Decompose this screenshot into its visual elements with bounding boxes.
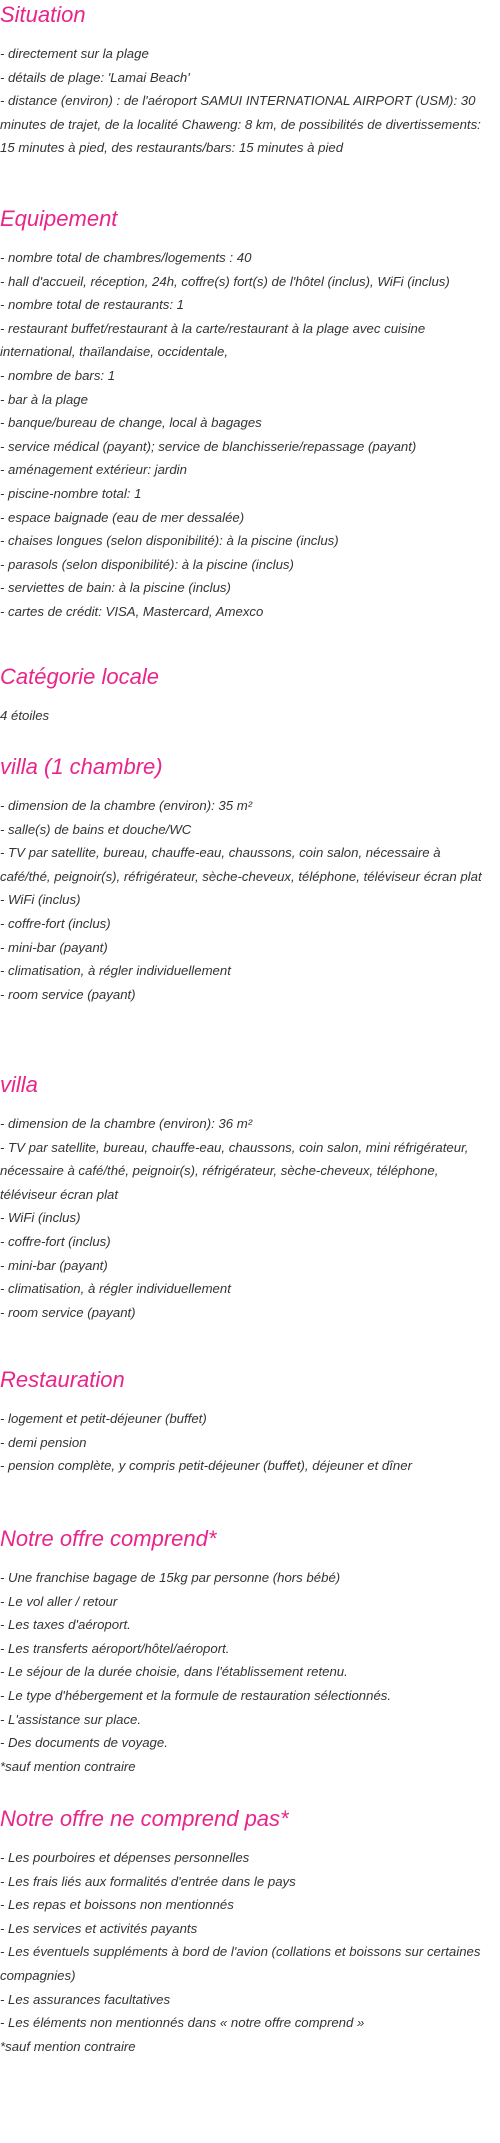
list-item: - serviettes de bain: à la piscine (inclus) <box>0 580 231 596</box>
list-item: - Des documents de voyage. <box>0 1735 168 1751</box>
list-item: - restaurant buffet/restaurant à la carte/restaurant à la plage avec cuisine international, thaïlandaise, occidentale, <box>0 320 426 360</box>
list-item: - Les repas et boissons non mentionnés <box>0 1897 234 1913</box>
list-item: - Les éventuels suppléments à bord de l'avion (collations et boissons sur certaines compagnies) <box>0 1944 481 1983</box>
list-item: - nombre total de chambres/logements : 40 <box>0 250 252 265</box>
list-item: - Le type d'hébergement et la formule de restauration sélectionnés. <box>0 1687 392 1703</box>
list-item: - pension complète, y compris petit-déjeuner (buffet), déjeuner et dîner <box>0 1458 412 1474</box>
list-item: - dimension de la chambre (environ): 36 m² <box>0 1116 253 1131</box>
list-item: - Le vol aller / retour <box>0 1593 118 1609</box>
list-item: - demi pension <box>0 1434 87 1450</box>
list-item: - TV par satellite, bureau, chauffe-eau, chaussons, coin salon, mini réfrigérateur, nécessaire à café/thé, peignoir(s), réfrigérateur, sèche-cheveux, téléphone, téléviseur écran plat <box>0 1139 469 1202</box>
section-body <box>0 794 485 1006</box>
list-item: - Les frais liés aux formalités d'entrée dans le pays <box>0 1873 296 1889</box>
list-item: - WiFi (inclus) <box>0 1210 81 1226</box>
list-item: - WiFi (inclus) <box>0 892 81 908</box>
section-villa <box>0 1070 485 1324</box>
section-title: Situation <box>0 2 86 27</box>
list-item: - nombre total de restaurants: 1 <box>0 297 184 313</box>
list-item: - distance (environ) : de l'aéroport SAMUI INTERNATIONAL AIRPORT (USM): 30 minutes de trajet, de la localité Chaweng: 8 km, de possibilités de divertissements: 15 minutes à pied, des restaurants/bars: 15 minutes à pied <box>0 93 481 156</box>
section-body <box>0 1112 485 1324</box>
section-categorie-locale <box>0 662 485 728</box>
list-item: - piscine-nombre total: 1 <box>0 485 142 501</box>
list-item: - L'assistance sur place. <box>0 1711 142 1727</box>
list-item: - hall d'accueil, réception, 24h, coffre(s) fort(s) de l'hôtel (inclus), WiFi (inclus) <box>0 273 450 289</box>
section-body <box>0 42 485 160</box>
list-item: - détails de plage: 'Lamai Beach' <box>0 69 190 85</box>
section-title: Notre offre comprend* <box>0 1526 217 1551</box>
section-villa-1-chambre <box>0 752 485 1006</box>
list-item: - coffre-fort (inclus) <box>0 915 111 931</box>
footnote: *sauf mention contraire <box>0 2038 136 2054</box>
section-body <box>0 1407 485 1478</box>
list-item: - dimension de la chambre (environ): 35 m² <box>0 798 253 813</box>
list-item: - salle(s) de bains et douche/WC <box>0 821 192 837</box>
list-item: - service médical (payant); service de blanchisserie/repassage (payant) <box>0 438 417 454</box>
section-equipement <box>0 204 485 624</box>
section-body <box>0 704 485 728</box>
section-restauration <box>0 1365 485 1478</box>
section-situation <box>0 0 485 160</box>
list-item: - parasols (selon disponibilité): à la piscine (inclus) <box>0 556 294 572</box>
list-item: 4 étoiles <box>0 708 50 723</box>
list-item: - Les éléments non mentionnés dans « notre offre comprend » <box>0 2015 365 2031</box>
section-title: Equipement <box>0 206 118 231</box>
section-body <box>0 1846 485 2058</box>
list-item: - mini-bar (payant) <box>0 1257 108 1273</box>
list-item: - mini-bar (payant) <box>0 939 108 955</box>
section-title: Notre offre ne comprend pas* <box>0 1806 289 1831</box>
list-item: - Les pourboires et dépenses personnelles <box>0 1850 250 1865</box>
list-item: - chaises longues (selon disponibilité): à la piscine (inclus) <box>0 533 339 549</box>
list-item: - coffre-fort (inclus) <box>0 1233 111 1249</box>
list-item: - room service (payant) <box>0 986 136 1002</box>
section-title: villa (1 chambre) <box>0 754 163 779</box>
list-item: - nombre de bars: 1 <box>0 367 116 383</box>
section-notre-offre-ne-comprend-pas <box>0 1804 485 2058</box>
list-item: - Une franchise bagage de 15kg par personne (hors bébé) <box>0 1570 341 1585</box>
list-item: - Les taxes d'aéroport. <box>0 1617 131 1633</box>
section-body <box>0 246 485 624</box>
list-item: - cartes de crédit: VISA, Mastercard, Amexco <box>0 603 264 619</box>
list-item: - Les services et activités payants <box>0 1920 198 1936</box>
list-item: - Le séjour de la durée choisie, dans l'établissement retenu. <box>0 1664 348 1680</box>
list-item: - banque/bureau de change, local à bagages <box>0 415 262 431</box>
list-item: - room service (payant) <box>0 1304 136 1320</box>
section-body <box>0 1566 485 1778</box>
footnote: *sauf mention contraire <box>0 1758 136 1774</box>
section-title: Catégorie locale <box>0 664 159 689</box>
section-notre-offre-comprend <box>0 1524 485 1778</box>
list-item: - Les assurances facultatives <box>0 1991 171 2007</box>
list-item: - Les transferts aéroport/hôtel/aéroport. <box>0 1640 230 1656</box>
list-item: - TV par satellite, bureau, chauffe-eau, chaussons, coin salon, nécessaire à café/thé, peignoir(s), réfrigérateur, sèche-cheveux, téléphone, téléviseur écran plat <box>0 845 482 884</box>
list-item: - climatisation, à régler individuellement <box>0 1281 231 1297</box>
list-item: - aménagement extérieur: jardin <box>0 462 187 478</box>
section-title: villa <box>0 1072 38 1097</box>
list-item: - directement sur la plage <box>0 46 149 61</box>
list-item: - bar à la plage <box>0 391 88 407</box>
list-item: - logement et petit-déjeuner (buffet) <box>0 1411 207 1426</box>
section-title: Restauration <box>0 1367 125 1392</box>
list-item: - espace baignade (eau de mer dessalée) <box>0 509 245 525</box>
list-item: - climatisation, à régler individuellement <box>0 963 231 979</box>
